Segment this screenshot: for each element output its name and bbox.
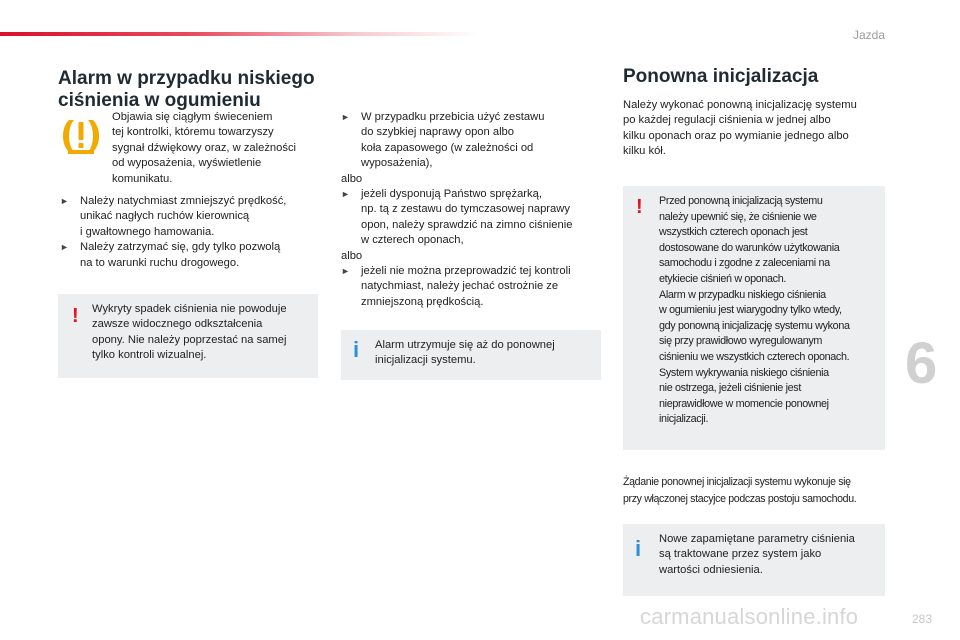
warning-line: wszystkich czterech oponach jest [659,226,808,239]
left-intro-line: komunikatu. [112,172,173,185]
arrow-bullet-icon: ► [341,266,350,277]
info-icon: i [635,536,642,561]
middle-bullet-item [341,264,603,310]
warning-line: Przed ponowną inicjalizacją systemu [659,195,823,207]
warning-line: gdy ponowną inicjalizację systemu wykona [659,319,850,332]
warning-line: nieprawidłowe w momencie ponownej [659,397,829,410]
bullet-line: jeżeli dysponują Państwo sprężarką, [361,188,542,201]
warning-line: zawsze widocznego odkształcenia [92,318,263,331]
bullet-line: koła zapasowego (w zależności od [361,141,534,154]
left-warning-text [92,302,314,364]
right-note [623,474,893,508]
bullet-line: i gwałtownego hamowania. [80,225,215,238]
warning-line: System wykrywania niskiego ciśnienia [659,366,829,379]
right-info-text [659,532,881,578]
arrow-bullet-icon: ► [60,242,69,253]
left-title-line2: ciśnienia w ogumieniu [58,90,261,111]
left-warning-box [58,294,318,378]
warning-line: tylko kontroli wizualnej. [92,349,207,362]
arrow-bullet-icon: ► [60,196,69,206]
bullet-line: jeżeli nie można przeprowadzić tej kontroli [361,265,571,278]
intro-line: Należy wykonać ponowną inicjalizację systemu [623,99,857,111]
section-name: Jazda [852,28,885,42]
intro-line: kilku kół. [623,145,666,158]
info-icon: i [353,337,360,362]
middle-info-box [341,330,601,380]
chapter-number: 6 [905,331,938,396]
warning-line: w ogumieniu jest wiarygodny tylko wtedy, [659,304,842,317]
exclamation-icon: ! [72,305,79,327]
right-info-box [623,524,885,596]
middle-list [341,110,603,310]
middle-bullet-item [341,110,603,172]
bullet-line: opon, należy sprawdzić na zimno ciśnienie [361,218,573,231]
left-bullet-item [60,240,322,271]
arrow-bullet-icon: ► [341,189,350,200]
info-line: inicjalizacji systemu. [375,354,476,367]
info-line: Nowe zapamiętane parametry ciśnienia [659,533,855,545]
or-separator: albo [341,172,363,185]
or-separator: albo [341,249,363,262]
middle-bullet-item [341,187,603,249]
warning-line: należy upewnić się, że ciśnienie we [659,210,817,223]
bullet-line: W przypadku przebicia użyć zestawu [361,111,545,123]
info-line: wartości odniesienia. [659,563,763,576]
info-line: są traktowane przez system jako [659,548,822,561]
arrow-bullet-icon: ► [341,112,350,122]
page-number: 283 [912,612,933,626]
bullet-line: zmniejszoną prędkością. [361,295,484,308]
right-intro [623,98,893,160]
note-line: Żądanie ponownej inicjalizacji systemu wykonuje się [623,476,851,488]
warning-line: nie ostrzega, jeżeli ciśnienie jest [659,382,801,395]
left-bullets [60,194,322,271]
warning-line: opony. Nie należy poprzestać na samej [92,333,287,346]
warning-line: ciśnieniu we wszystkich czterech oponach. [659,350,850,363]
left-intro-line: sygnał dźwiękowy oraz, w zależności [112,141,297,154]
right-warning-text [659,194,883,428]
tire-pressure-warning-icon [58,114,104,163]
bullet-line: wyposażenia), [361,157,433,170]
bullet-line: np. tą z zestawu do tymczasowej naprawy [361,203,570,216]
left-intro-line: Objawia się ciągłym świeceniem [112,111,273,123]
left-bullet-item [60,194,322,240]
bullet-line: w czterech oponach, [361,234,464,247]
bullet-line: natychmiast, należy jechać ostrożnie ze [361,280,559,293]
left-intro [112,110,322,187]
right-warning-box [623,186,885,450]
warning-line: inicjalizacji. [659,413,709,426]
right-title: Ponowna inicjalizacja [623,66,819,87]
bullet-line: Należy zatrzymać się, gdy tylko pozwolą [80,241,281,254]
left-intro-line: od wyposażenia, wyświetlenie [112,157,262,170]
warning-line: Wykryty spadek ciśnienia nie powoduje [92,303,287,315]
middle-info-text [375,338,597,369]
bullet-line: na to warunki ruchu drogowego. [80,256,240,269]
intro-line: kilku oponach oraz po wymianie jednego albo [623,129,849,142]
left-intro-line: tej kontrolki, któremu towarzyszy [112,126,274,139]
info-line: Alarm utrzymuje się aż do ponownej [375,339,555,351]
warning-line: dostosowane do warunków użytkowania [659,241,840,254]
warning-line: samochodu i zgodne z zaleceniami na [659,257,830,270]
bullet-line: Należy natychmiast zmniejszyć prędkość, [80,195,287,207]
bullet-line: do szybkiej naprawy opon albo [361,126,514,139]
intro-line: po każdej regulacji ciśnienia w jednej albo [623,114,831,127]
warning-line: etykiecie ciśnień w oponach. [659,272,787,285]
watermark: carmanualsonline.info [640,604,859,629]
exclamation-icon: ! [636,196,643,218]
left-title [58,68,328,112]
warning-line: Alarm w przypadku niskiego ciśnienia [659,288,826,301]
note-line: przy włączonej stacyjce podczas postoju samochodu. [623,493,857,505]
warning-line: się przy prawidłowo wyregulowanym [659,335,823,348]
chapter-accent-bar [0,32,480,36]
bullet-line: unikać nagłych ruchów kierownicą [80,210,250,223]
left-title-line1: Alarm w przypadku niskiego [58,68,315,89]
